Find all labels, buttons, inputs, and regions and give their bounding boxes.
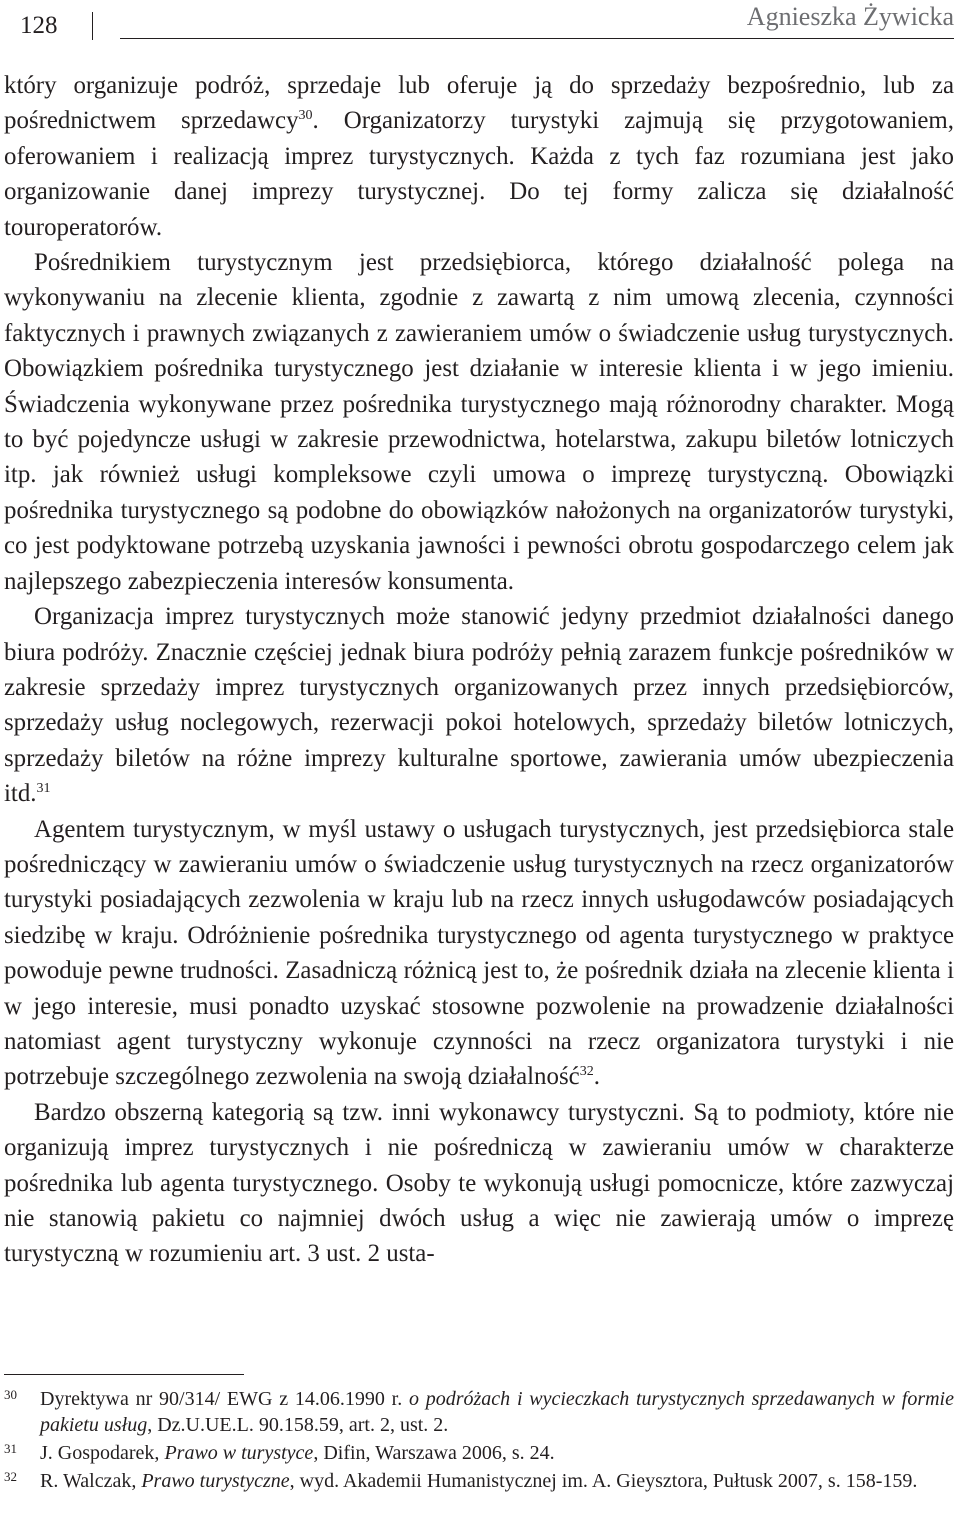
footnote-title: Prawo w turystyce (164, 1442, 314, 1464)
footnote-number: 30 (4, 1387, 17, 1402)
paragraph-4 (4, 812, 954, 1095)
paragraph-1-text: który organizuje podróż, sprzedaje lub oferuje ją do sprzedaży bezpośrednio, lub za pośrednictwem sprzedawcy (4, 72, 954, 135)
footnote-30 (4, 1386, 954, 1438)
footnote-ref-32[interactable]: 32 (579, 1064, 594, 1080)
paragraph-1-text-cont: . Organizatorzy turystyki zajmują się przygotowaniem, oferowaniem i realizacją imprez turystycznych. Każda z tych faz rozumiana jest jako organizowanie danej imprezy turystycznej. Do tej formy zalicza się działalność touroperatorów. (4, 107, 954, 241)
paragraph-4-text: Agentem turystycznym, w myśl ustawy o usługach turystycznych, jest przedsiębiorca stale pośredniczący w zawieraniu umów o świadczenie usług turystycznych na rzecz organizatorów turystyki posiadających zezwolenia w kraju lub na rzecz innych usługodawców posiadających siedzibę w kraju. Odróżnienie pośrednika turystycznego od agenta turystycznego w praktyce powoduje pewne trudności. Zasadniczą różnicą jest to, że pośrednik działa na zlecenie klienta i w jego interesie, musi ponadto uzyskać stosowne pozwolenie na prowadzenie działalności natomiast agent turystyczny wykonuje czynności na rzecz organizatora turystyki i nie potrzebuje szczególnego zezwolenia na swoją działalność (4, 815, 954, 1091)
running-head-author: Agnieszka Żywicka (746, 2, 954, 31)
footnote-text: Dyrektywa nr 90/314/ EWG z 14.06.1990 r. (40, 1388, 409, 1410)
footnote-text-cont: , wyd. Akademii Humanistycznej im. A. Gieysztora, Pułtusk 2007, s. 158-159. (289, 1470, 918, 1492)
footnote-31 (4, 1440, 954, 1466)
header-rule (120, 38, 954, 39)
body-text (4, 68, 954, 1272)
paragraph-3-text: Organizacja imprez turystycznych może stanowić jedyny przedmiot działalności danego biura podróży. Znacznie częściej jednak biura podróży pełnią zarazem funkcje pośredników w zakresie sprzedaży imprez turystycznych organizowanych przez innych przedsiębiorców, sprzedaży usług noclegowych, rezerwacji pokoi hotelowych, sprzedaży biletów lotniczych, sprzedaży biletów na różne imprezy kulturalne sportowe, zawierania umów ubezpieczenia itd. (4, 603, 954, 808)
paragraph-1 (4, 68, 954, 245)
footnote-ref-30[interactable]: 30 (298, 108, 313, 124)
footnote-32 (4, 1468, 954, 1494)
footnote-number: 32 (4, 1469, 17, 1484)
footnote-rule (4, 1374, 244, 1375)
paragraph-4-text-cont: . (593, 1063, 600, 1091)
paragraph-2: Pośrednikiem turystycznym jest przedsiębiorca, którego działalność polega na wykonywaniu na zlecenie klienta, zgodnie z zawartą z nim umową zlecenia, czynności faktycznych i prawnych związanych z zawieraniem umów o świadczenie usług turystycznych. Obowiązkiem pośrednika turystycznego jest działanie w interesie klienta i w jego imieniu. Świadczenia wykonywane przez pośrednika turystycznego mają różnorodny charakter. Mogą to być pojedyncze usługi w zakresie przewodnictwa, hotelarstwa, zakupu biletów lotniczych itp. jak również usługi kompleksowe czyli umowa o imprezę turystyczną. Obowiązki pośrednika turystycznego są podobne do obowiązków nałożonych na organizatorów turystyki, co jest podyktowane potrzebą uzyskania jawności i pewności obrotu gospodarczego celem jak najlepszego zabezpieczenia interesów konsumenta. (4, 249, 954, 595)
footnote-number: 31 (4, 1441, 17, 1456)
page-header (0, 0, 960, 50)
paragraph-5: Bardzo obszerną kategorią są tzw. inni wykonawcy turystyczni. Są to podmioty, które nie organizują imprez turystycznych i nie pośredniczą w zawieraniu umów w charakterze pośrednika lub agenta turystycznego. Osoby te wykonują usługi pomocnicze, które zazwyczaj nie stanowią pakietu co najmniej dwóch usług a więc nie zawierają umów o imprezę turystyczną w rozumieniu art. 3 ust. 2 usta- (4, 1098, 954, 1268)
footnote-ref-31[interactable]: 31 (36, 781, 51, 797)
footnote-text-cont: , Dz.U.UE.L. 90.158.59, art. 2, ust. 2. (147, 1414, 449, 1436)
footnote-title: o podróżach i wycieczkach turystycznych sprzedawanych w formie pakietu usług (40, 1388, 954, 1436)
footnote-text-cont: , Difin, Warszawa 2006, s. 24. (313, 1442, 555, 1464)
paragraph-3 (4, 599, 954, 811)
footnote-text: R. Walczak, (40, 1470, 142, 1492)
footnotes (4, 1386, 954, 1496)
page-number: 128 (20, 12, 58, 39)
footnote-title: Prawo turystyczne (141, 1470, 290, 1492)
header-separator (92, 12, 93, 40)
footnote-text: J. Gospodarek, (40, 1442, 165, 1464)
